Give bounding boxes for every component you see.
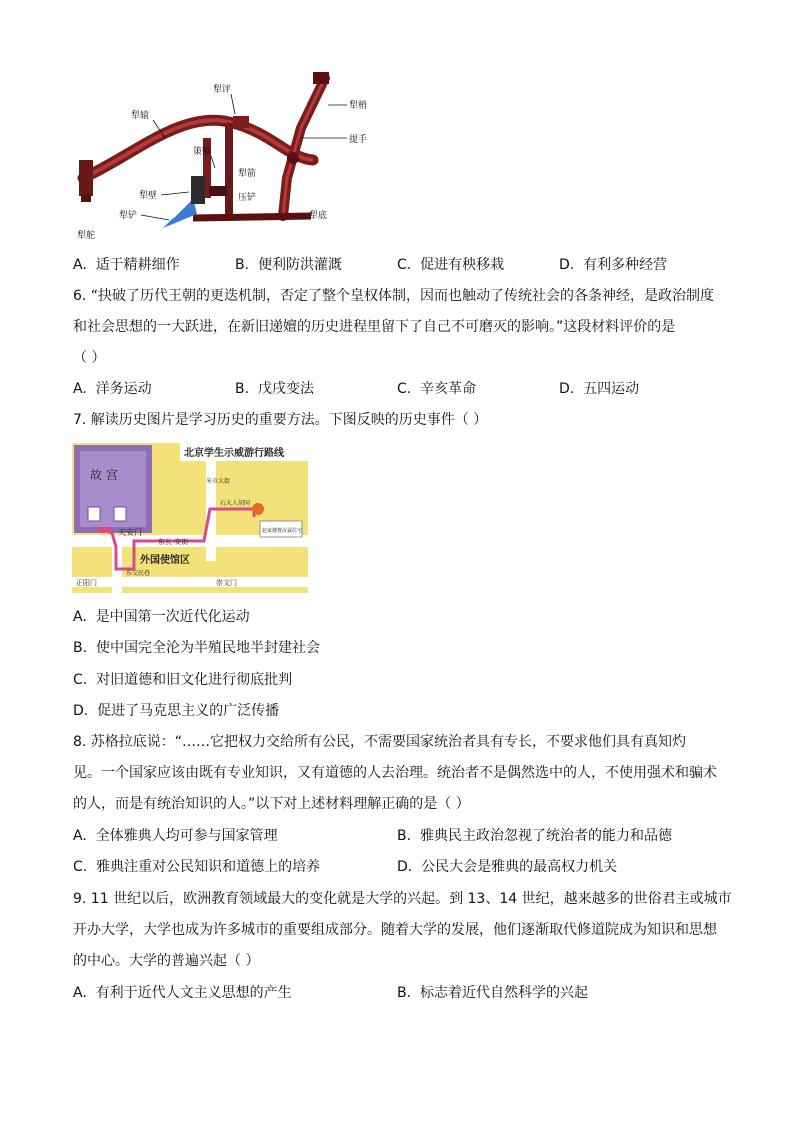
q9-stem-line1: 9. 11 世纪以后，欧洲教育领域最大的变化就是大学的兴起。到 13、14 世纪，越来越多的世俗君主或城市	[73, 891, 732, 907]
protest-route-map	[72, 443, 308, 593]
label-li-bi: 犁壁	[139, 191, 158, 201]
label-li-chan: 犁铲	[119, 211, 138, 221]
label-ya-chan: 压铲	[238, 193, 257, 203]
q8-stem-line1: 8. 苏格拉底说：“……它把权力交给所有公民，不需要国家统治者具有专长，不要求他们具有真知灼	[73, 734, 687, 750]
label-li-pan: 犁舵	[77, 231, 96, 241]
q6-option-b: B. 戊戌变法	[235, 381, 314, 397]
q5-option-b: B. 便利防洪灌溉	[235, 257, 342, 273]
label-ti-shou: 提手	[349, 135, 368, 145]
q6-stem-line1: 6. “抉破了历代王朝的更迭机制，否定了整个皇权体制，因而也触动了传统社会的各条神经，是政治制度	[73, 288, 715, 304]
q6-option-d: D. 五四运动	[559, 381, 640, 397]
q7-option-c: C. 对旧道德和旧文化进行彻底批判	[73, 672, 293, 688]
plow-sole	[193, 216, 311, 218]
q5-option-d: D. 有利多种经营	[559, 257, 668, 273]
q7-option-b: B. 使中国完全沦为半殖民地半封建社会	[73, 640, 320, 656]
q9-option-b: B. 标志着近代自然科学的兴起	[397, 985, 588, 1001]
label-li-ping: 犁评	[213, 85, 232, 95]
q8-stem-line3: 的人，而是有统治知识的人。”以下对上述材料理解正确的是（ ）	[73, 796, 470, 812]
plow-diagram	[73, 68, 373, 246]
q7-option-d: D. 促进了马克思主义的广泛传播	[73, 703, 280, 719]
q9-stem-line2: 开办大学，大学也成为许多城市的重要组成部分。随着大学的发展，他们逐渐取代修道院成为知识和思想	[73, 922, 717, 938]
map-label-gugong: 故 宫	[90, 468, 118, 482]
q5-option-c: C. 促进有秧移栽	[397, 257, 505, 273]
map-label-shidaren: 石大人胡同	[220, 500, 251, 507]
map-title: 北京学生示威游行路线	[184, 448, 284, 459]
map-label-dongjiaominxiang: 东交民巷	[126, 570, 151, 577]
label-li-shao: 犁梢	[349, 101, 368, 111]
q9-option-a: A. 有利于近代人文主义思想的产生	[73, 985, 292, 1001]
map-label-tiananmen: 天安门	[118, 528, 142, 537]
map-label-residence: 赵家楼曹汝霖住宅	[262, 528, 303, 534]
q9-stem-line3: 的中心。大学的普遍兴起（ ）	[73, 953, 260, 969]
q8-option-a: A. 全体雅典人均可参与国家管理	[73, 828, 278, 844]
q7-stem: 7. 解读历史图片是学习历史的重要方法。下图反映的历史事件（ ）	[73, 412, 488, 428]
plow-arrow-post	[225, 123, 233, 218]
label-li-jian: 犁箭	[238, 169, 257, 179]
q6-option-a: A. 洋务运动	[73, 381, 152, 397]
plow-rudder	[79, 160, 93, 196]
q8-option-b: B. 雅典民主政治忽视了统治者的能力和品德	[397, 828, 672, 844]
label-li-di: 犁底	[309, 211, 328, 221]
q6-stem-line2: 和社会思想的一大跃进，在新旧递嬗的历史进程里留下了自己不可磨灭的影响。”这段材料评价的是	[73, 319, 676, 335]
map-label-dongchang: 东长 安街	[158, 538, 189, 546]
map-label-zhengyangmen: 正阳门	[76, 579, 97, 587]
map-label-mishi: 米市大街	[206, 478, 231, 485]
label-li-yuan: 犁辕	[131, 111, 150, 121]
map-label-chongwenmen: 崇文门	[216, 579, 237, 587]
q7-option-a: A. 是中国第一次近代化运动	[73, 609, 250, 625]
q8-option-c: C. 雅典注重对公民知识和道德上的培养	[73, 859, 321, 875]
q5-option-a: A. 适于精耕细作	[73, 257, 180, 273]
map-residence-marker	[252, 503, 264, 515]
map-label-legation: 外国使馆区	[140, 555, 190, 566]
q6-option-c: C. 辛亥革命	[397, 381, 477, 397]
q8-stem-line2: 见。一个国家应该由既有专业知识，又有道德的人去治理。统治者不是偶然选中的人，不使用强术和骗术	[73, 765, 717, 781]
label-ce-e: 策额	[193, 147, 212, 157]
q6-stem-line3: （ ）	[73, 350, 106, 366]
q8-option-d: D. 公民大会是雅典的最高权力机关	[397, 859, 618, 875]
